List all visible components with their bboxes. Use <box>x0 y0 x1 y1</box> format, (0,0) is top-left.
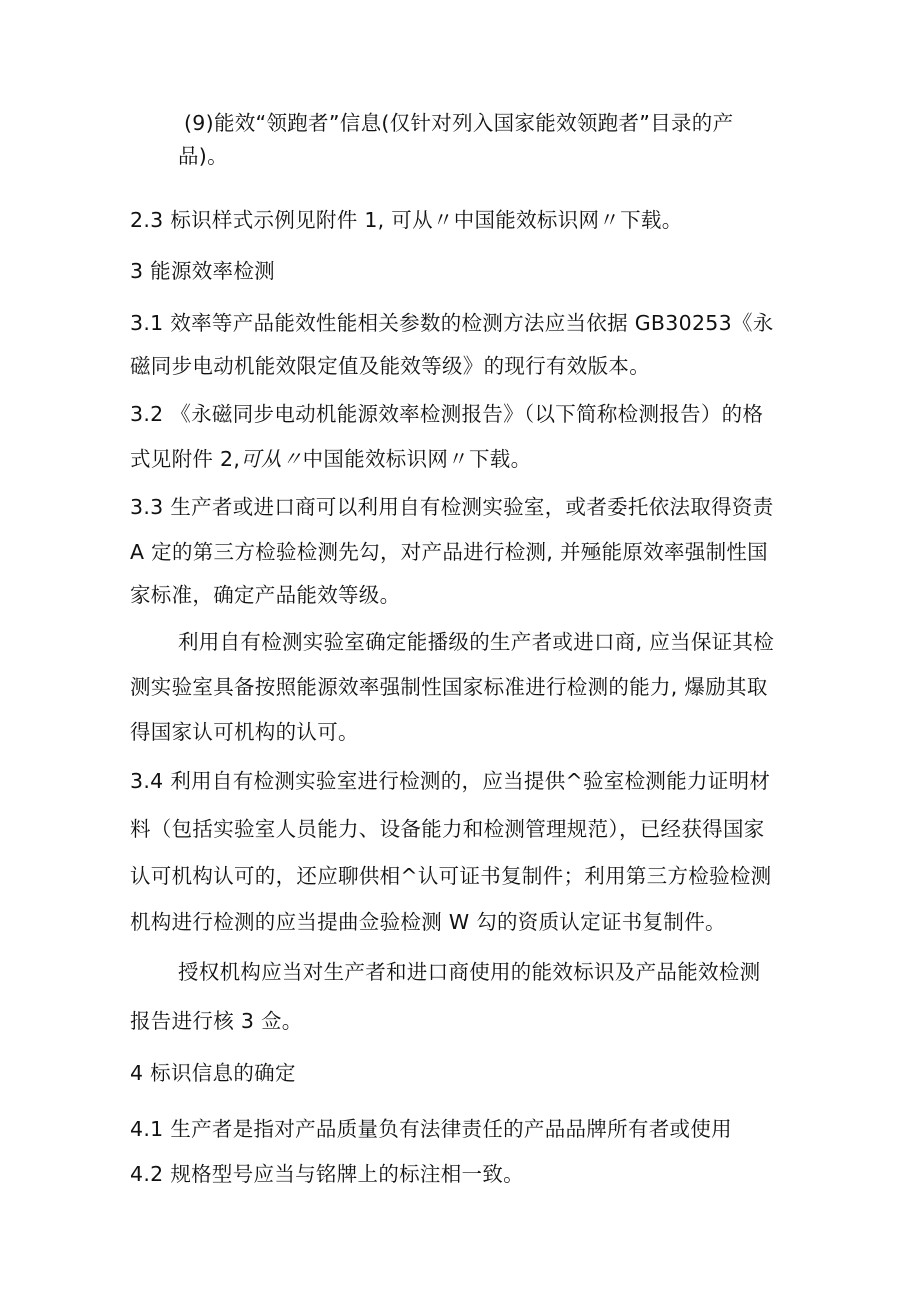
text-line-para-authority-cont: 报告进行核 3 佥。 <box>130 1009 303 1033</box>
text-line-3-4-cont2: 认可机构认可的，还应聊供相^认可证书复制件；利用第三方检验检测 <box>130 864 772 888</box>
text-fragment-italic: 可从〃 <box>240 447 303 471</box>
text-fragment-attachment: 式见附件 2, <box>130 447 241 471</box>
text-line-3-3-cont1: A 定的第三方检验检测先勾，对产品进行检测, 并殛能原效率强制性国 <box>130 540 768 564</box>
text-line-3-1-cont: 磁同步电动机能效限定值及能效等级》的现行有效版本。 <box>130 354 650 378</box>
text-line-3-2-cont <box>130 446 531 472</box>
text-line-para-self-lab: 利用自有检测实验室确定能播级的生产者或进口商, 应当保证其检 <box>178 630 775 654</box>
text-line-3-1: 3.1 效率等产品能效性能相关参数的检测方法应当依据 GB30253《永 <box>130 311 774 335</box>
text-line-energy-leader: (9)能效“领跑者”信息(仅针对列入国家能效领跑者”目录的产 <box>184 111 734 135</box>
text-line-3-2: 3.2 《永磁同步电动机能源效率检测报告》（以下简称检测报告）的格 <box>130 402 764 426</box>
text-line-energy-leader-cont: 品)。 <box>178 144 228 168</box>
text-line-3-3: 3.3 生产者或进口商可以利用自有检测实验室，或者委托依法取得资责 <box>130 495 774 519</box>
text-line-para-self-lab-cont2: 得国家认可机构的认可。 <box>130 720 359 744</box>
text-line-4-1: 4.1 生产者是指对产品质量负有法律责任的产品品牌所有者或使用 <box>130 1117 732 1141</box>
text-line-para-self-lab-cont1: 测实验室具备按照能源效率强制性国家标准进行检测的能力, 爆励其取 <box>130 675 768 699</box>
text-line-3-4-cont1: 料（包括实验室人员能力、设备能力和检测管理规范），已经获得国家 <box>130 817 765 841</box>
text-line-3-3-cont2: 家标准，确定产品能效等级。 <box>130 583 401 607</box>
text-line-2-3: 2.3 标识样式示例见附件 1, 可从〃中国能效标识网〃下载。 <box>130 208 683 232</box>
section-heading-3: 3 能源效率检测 <box>130 259 275 283</box>
text-fragment-download: 中国能效标识网〃下载。 <box>302 447 532 471</box>
text-line-3-4: 3.4 利用自有检测实验室进行检测的，应当提供^验室检测能力证明材 <box>130 769 771 793</box>
text-line-para-authority: 授权机构应当对生产者和进口商使用的能效标识及产品能效检测 <box>178 960 761 984</box>
text-line-4-2: 4.2 规格型号应当与铭牌上的标注相一致。 <box>130 1162 524 1186</box>
section-heading-4: 4 标识信息的确定 <box>130 1061 296 1085</box>
text-line-3-4-cont3: 机构进行检测的应当提曲佥验检测 W 勾的资质认定证书复制件。 <box>130 910 726 934</box>
